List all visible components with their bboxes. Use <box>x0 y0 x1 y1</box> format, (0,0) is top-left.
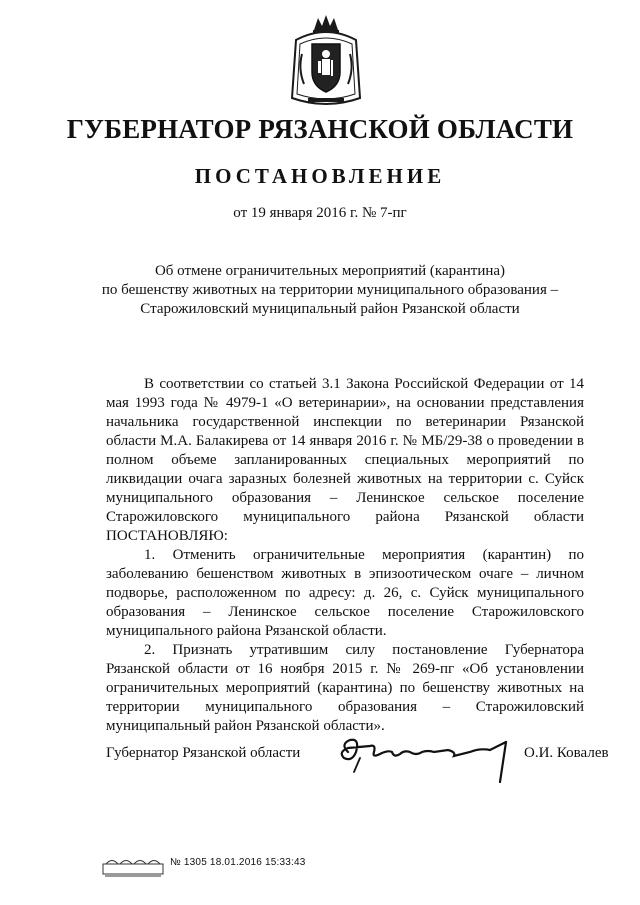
subject-line: Старожиловский муниципальный район Рязанской области <box>140 301 520 317</box>
subject-line: по бешенству животных на территории муниципального образования – <box>101 282 559 298</box>
document-type: ПОСТАНОВЛЕНИЕ <box>194 164 446 188</box>
registration-stamp-icon <box>102 856 164 878</box>
document-body <box>106 375 584 736</box>
body-paragraph: 1. Отменить ограничительные мероприятия (карантин) по заболеванию бешенством животных в эпизоотическом очаге – личном подворье, расположенном по адресу: д. 26, с. Суйск муниципального образования – Ленинское сельское поселение Старожиловского муниципального района Рязанской области. <box>106 547 584 639</box>
document-date-number: от 19 января 2016 г. № 7-пг <box>233 205 407 221</box>
subject-line: Об отмене ограничительных мероприятий (карантина) <box>154 263 506 279</box>
body-paragraph: 2. Признать утратившим силу постановление Губернатора Рязанской области от 16 ноября 2015 г. № 269-пг «Об установлении ограничительных мероприятий (карантина) по бешенству животных на территории муниципального образования – Старожиловский муниципальный район Рязанской области». <box>106 642 584 734</box>
body-paragraph: В соответствии со статьей 3.1 Закона Российской Федерации от 14 мая 1993 года № 4979-1 «О ветеринарии», на основании представления начальника государственной инспекции по ветеринарии Рязанской области М.А. Балакирева от 14 января 2016 г. № МБ/29-38 о проведении в полном объеме запланированных специальных мероприятий по ликвидации очага заразных болезней животных на территории с. Суйск муниципального образования – Ленинское сельское поселение Старожиловского муниципального района Рязанской области ПОСТАНОВЛЯЮ: <box>106 376 584 544</box>
handwritten-signature <box>330 722 520 784</box>
signatory-name: О.И. Ковалев <box>524 745 609 761</box>
authority-title: ГУБЕРНАТОР РЯЗАНСКОЙ ОБЛАСТИ <box>66 114 574 144</box>
coat-of-arms-icon <box>288 14 364 110</box>
document-subject <box>80 262 580 319</box>
registration-number: № 1305 18.01.2016 15:33:43 <box>170 857 306 868</box>
signatory-position: Губернатор Рязанской области <box>106 745 301 761</box>
